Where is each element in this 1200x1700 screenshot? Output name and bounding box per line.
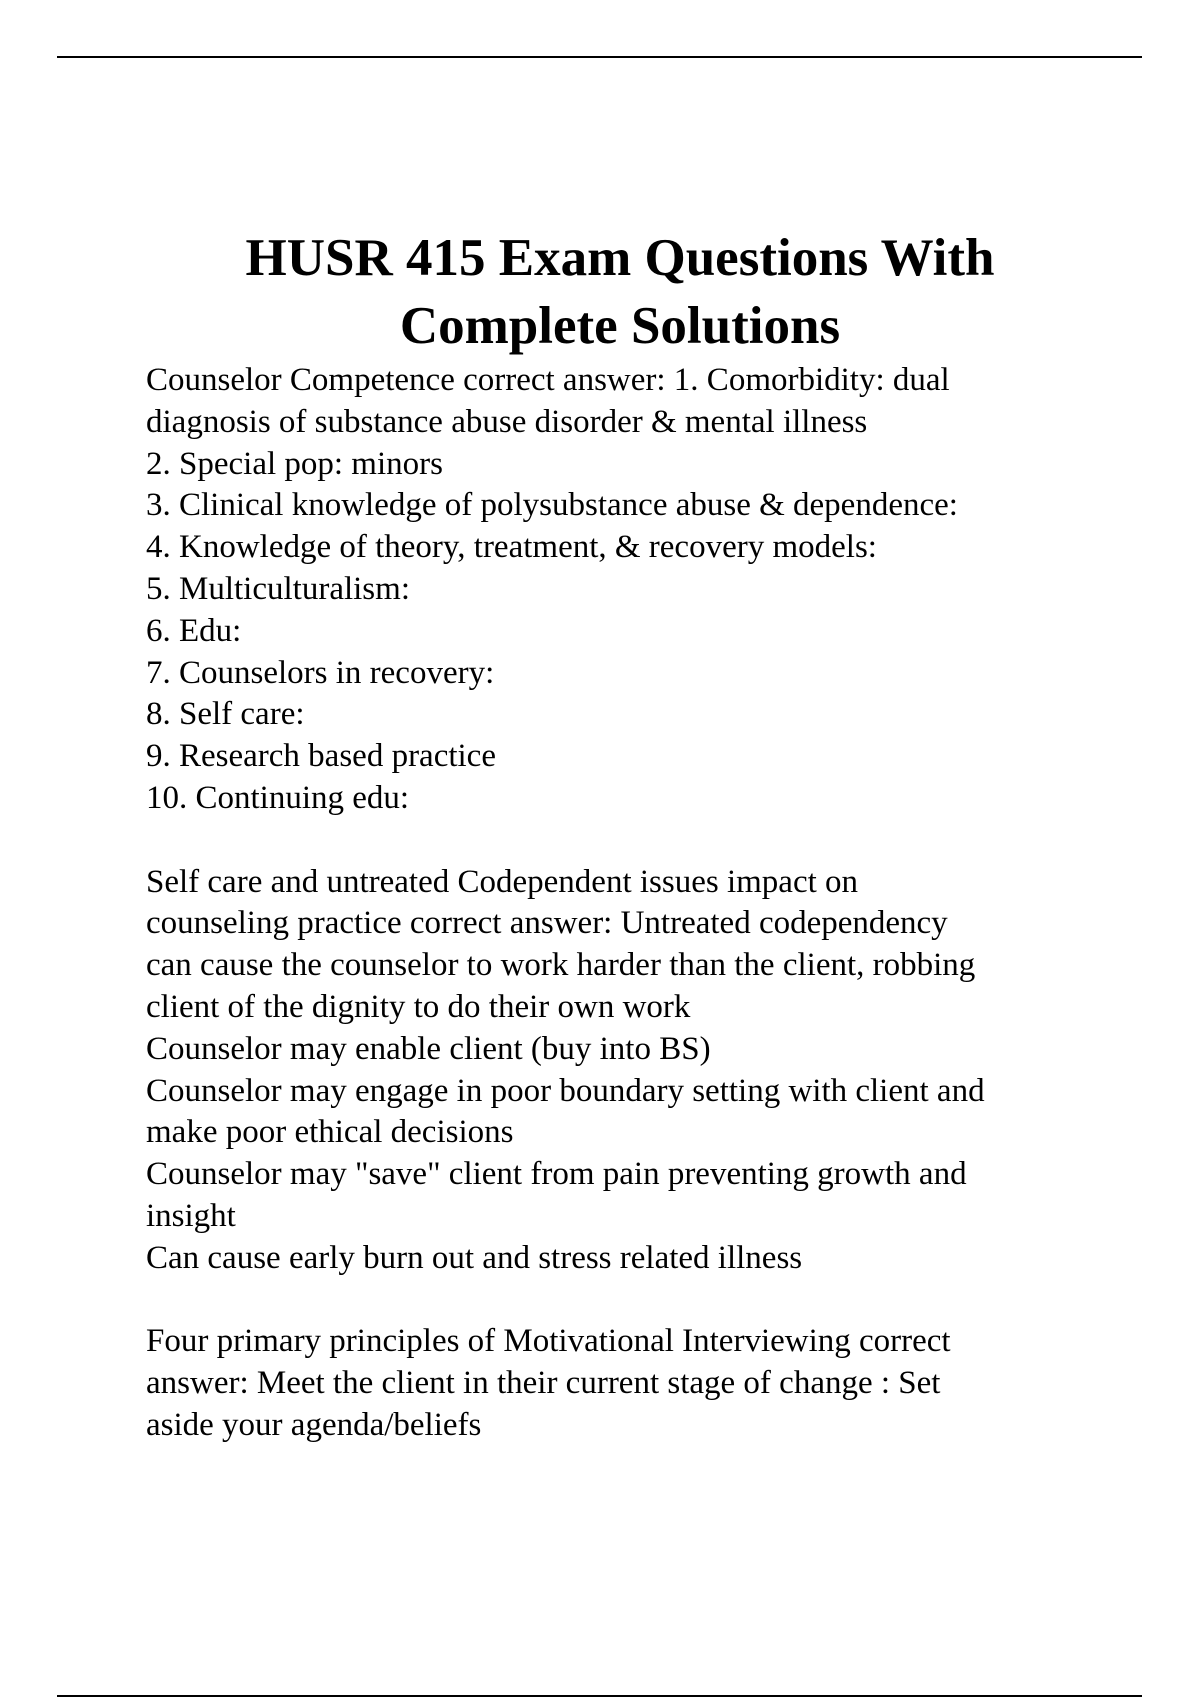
- text-line: 8. Self care:: [146, 696, 305, 733]
- top-rule: [57, 56, 1142, 58]
- text-line: 7. Counselors in recovery:: [146, 654, 495, 691]
- text-line: client of the dignity to do their own work: [146, 988, 691, 1025]
- text-line: 4. Knowledge of theory, treatment, & recovery models:: [146, 529, 877, 566]
- text-line: 2. Special pop: minors: [146, 445, 443, 482]
- text-line: counseling practice correct answer: Untreated codependency: [146, 905, 948, 942]
- title-line: Complete Solutions: [399, 296, 841, 355]
- text-line: aside your agenda/beliefs: [146, 1406, 482, 1443]
- text-line: insight: [146, 1197, 236, 1234]
- text-line: Counselor may engage in poor boundary setting with client and: [146, 1072, 985, 1109]
- text-line: 9. Research based practice: [146, 738, 496, 775]
- text-line: Four primary principles of Motivational Interviewing correct: [146, 1323, 951, 1360]
- text-line: 3. Clinical knowledge of polysubstance abuse & dependence:: [146, 487, 958, 524]
- document-body: [146, 360, 1096, 1447]
- text-line: 10. Continuing edu:: [146, 779, 410, 816]
- title-line: HUSR 415 Exam Questions With: [245, 228, 995, 287]
- text-line: diagnosis of substance abuse disorder & mental illness: [146, 403, 868, 440]
- text-line: 5. Multiculturalism:: [146, 570, 410, 607]
- document-title: [0, 224, 1200, 360]
- text-line: Counselor may enable client (buy into BS): [146, 1030, 711, 1067]
- bottom-rule: [57, 1695, 1142, 1697]
- text-line: make poor ethical decisions: [146, 1114, 514, 1151]
- text-line: answer: Meet the client in their current stage of change : Set: [146, 1365, 941, 1402]
- qa-block-self-care: [146, 862, 1096, 1280]
- text-line: can cause the counselor to work harder than the client, robbing: [146, 947, 976, 984]
- text-line: Counselor may "save" client from pain preventing growth and: [146, 1156, 967, 1193]
- qa-block-motivational-interviewing: [146, 1321, 1096, 1446]
- text-line: Counselor Competence correct answer: 1. Comorbidity: dual: [146, 362, 950, 398]
- qa-block-counselor-competence: [146, 360, 1096, 820]
- text-line: 6. Edu:: [146, 612, 242, 649]
- text-line: Can cause early burn out and stress related illness: [146, 1239, 803, 1276]
- text-line: Self care and untreated Codependent issues impact on: [146, 863, 859, 900]
